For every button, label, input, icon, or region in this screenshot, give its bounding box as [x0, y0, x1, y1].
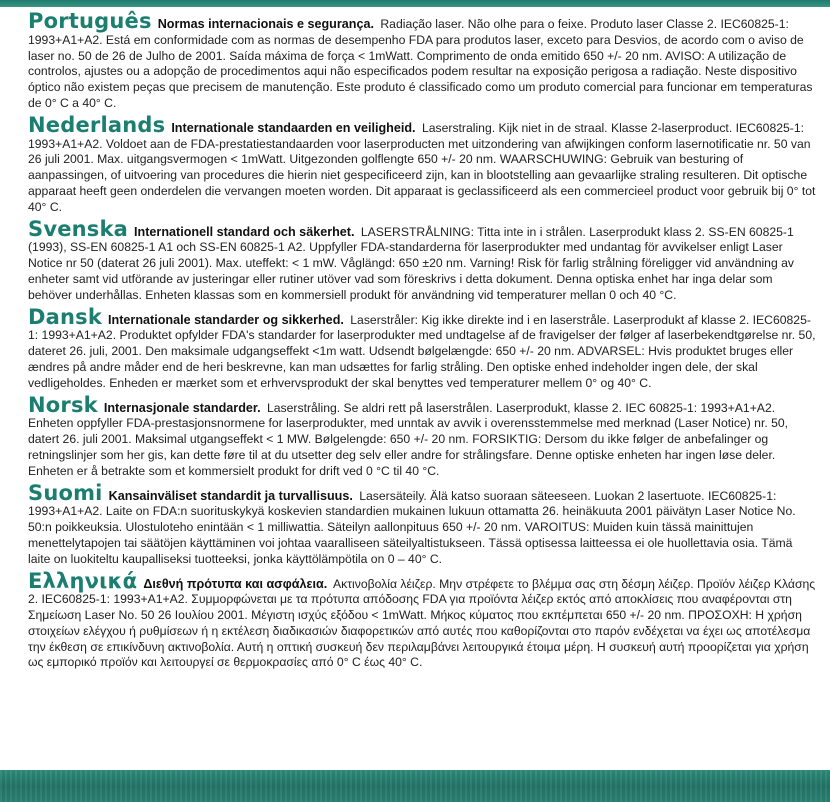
section-heading: Kansainväliset standardit ja turvallisuus.: [108, 488, 353, 503]
section-body: Ακτινοβολία λέιζερ. Μην στρέφετε το βλέμμα σας στη δέσμη λέιζερ. Προϊόν λέιζερ Κλάσης 2. IEC60825-1: 1993+A1+A2. Συμμορφώνεται με τα πρότυπα απόδοσης FDA για προϊόντα λέιζερ εκτός από αποκλίσεις που αναφέρονται στη Σημείωση Laser No. 50 26 Ιουλίου 2001. Μέγιστη ισχύς εξόδου < 1mWatt. Μήκος κύματος που εκπέμπεται 650 +/- 20 nm. ΠΡΟΣΟΧΗ: Η χρήση στοιχείων ελέγχου ή ρυθμίσεων ή η εκτέλεση διαδικασιών διαφορετικών από αυτές που καθορίζονται στο παρόν ενδέχεται να έχει ως αποτέλεσμα την έκθεση σε επικίνδυνη ακτινοβολία. Αυτή η οπτική συσκευή δεν περιλαμβάνει λειτουργικά έτοιμα μέρη. Η συσκευή αυτή προορίζεται για χρήση ως εμπορικό προϊόν και λειτουργεί σε θερμοκρασίες από 0° C έως 40° C.: [28, 576, 816, 670]
section-finnish: [28, 480, 818, 568]
language-title: Norsk: [28, 392, 98, 417]
section-heading: Internasjonale standarder.: [103, 400, 261, 415]
section-body: LASERSTRÅLNING: Titta inte in i strålen. Laserprodukt klass 2. SS-EN 60825-1 (1993), SS-EN 60825-1 A1 och SS-EN 60825-1 A2. Uppfyller FDA-standarderna för laserprodukter med undantag för avvikelser enligt Laser Notice nr 50 (daterat 26 juli 2001). Max. uteffekt: < 1 mW. Våglängd: 650 ±20 nm. Varning! Risk för farlig strålning föreligger vid användning av enheter samt vid utförande av justeringar eller rutiner utöver vad som föreskrivs i detta dokument. Denna optiska enhet har inga delar som behöver underhållas. Enheten klassas som en kommersiell produkt för användning vid temperaturer mellan 0 och 40 °C.: [28, 224, 794, 302]
language-title: Dansk: [28, 304, 103, 329]
bottom-color-band: [0, 770, 830, 802]
section-heading: Internationale standarder og sikkerhed.: [108, 312, 344, 327]
laser-safety-notices: [28, 9, 818, 677]
top-color-bar: [0, 0, 830, 7]
section-portuguese: [28, 9, 818, 112]
language-title: Português: [28, 9, 152, 33]
section-dutch: [28, 112, 818, 216]
section-greek: [28, 568, 818, 672]
section-body: Laserstråling. Se aldri rett på laserstrålen. Laserprodukt, klasse 2. IEC 60825-1: 1993+A1+A2. Enheten oppfyller FDA-prestasjonsnormene for laserprodukter, med unntak av avvik i overensstemmelse med merknad (Laser Notice) nr. 50, datert 26. juli 2001. Maksimal utgangseffekt < 1 MW. Bølgelengde: 650 +/- 20 nm. FORSIKTIG: Dersom du ikke følger de anbefalinger og retningslinjer som her gis, kan dette føre til at du utsetter deg selv eller andre for strålingsfare. Denne optiske enheten har ingen løse deler. Enheten er å betrakte som et kommersielt produkt for drift ved 0 °C til 40 °C.: [28, 400, 789, 478]
section-body: Lasersäteily. Älä katso suoraan säteeseen. Luokan 2 lasertuote. IEC60825-1: 1993+A1+A2. Laite on FDA:n suorituskykyä koskevien standardien mukainen lukuun ottamatta 26. heinäkuuta 2001 päivätyn Laser Notice No. 50:n poikkeuksia. Ulostuloteho enintään < 1 milliwattia. Säteilyn aallonpituus 650 +/- 20 nm. VAROITUS: Muiden kuin tässä mainittujen menettelytapojen tai säätöjen käyttäminen voi johtaa vaaralliseen säteilyaltistukseen. Tässä optisessa laitteessa ei ole huollettavia osia. Tämä laite on luokiteltu kaupalliseksi tuotteeksi, jonka käyttölämpötila on 0 – 40° C.: [28, 488, 796, 566]
section-swedish: [28, 216, 818, 304]
language-title: Svenska: [28, 216, 129, 241]
section-body: Laserstråler: Kig ikke direkte ind i en laserstråle. Laserprodukt af klasse 2. IEC60825-1: 1993+A1+A2. Produktet opfylder FDA's standarder for laserprodukter med undtagelse af de fravigelser der følger af laserbekendtgørelse nr. 50, dateret 26. juli, 2001. Den maksimale udgangseffekt <1m watt. Udsendt bølgelængde: 650 +/- 20 nm. ADVARSEL: Hvis produktet bruges eller ændres på andre måder end de heri beskrevne, kan man udsættes for farlig stråling. Den optiske enhed indeholder ingen dele, der skal vedligeholdes. Enheden er mærket som et erhvervsprodukt der skal benyttes ved temperaturer mellem 0° og 40° C.: [28, 312, 816, 390]
language-title: Nederlands: [28, 112, 166, 137]
section-heading: Internationell standard och säkerhet.: [134, 224, 355, 239]
section-body: Radiação laser. Não olhe para o feixe. Produto laser Classe 2. IEC60825-1: 1993+A1+A2. Está em conformidade com as normas de desempenho FDA para produtos laser, exceto para Desvios, de acordo com o aviso de laser no. 50 de 26 de Julho de 2001. Saída máxima de força < 1mWatt. Comprimento de onda emitido 650 +/- 20 nm. AVISO: A utilização de controlos, ajustes ou a adopção de procedimentos aqui não especificados podem resultar na exposição perigosa a radiação. Neste dispositivo óptico não existem peças que precisem de manutenção. Este produto é classificado como um produto comercial para funcionar em temperaturas de 0° C a 40° C.: [28, 17, 813, 110]
language-title: Ελληνικά: [28, 568, 138, 593]
section-heading: Normas internacionais e segurança.: [157, 17, 374, 31]
section-norwegian: [28, 392, 818, 480]
section-heading: Internationale standaarden en veiligheid.: [171, 120, 416, 135]
section-body: Laserstraling. Kijk niet in de straal. Klasse 2-laserproduct. IEC60825-1: 1993+A1+A2. Voldoet aan de FDA-prestatiestandaarden voor laserproducten met uitzondering van afwijkingen conform lasernotificatie nr. 50 van 26 juli 2001. Max. uitgangsvermogen < 1mWatt. Uitgezonden golflengte 650 +/- 20 nm. WAARSCHUWING: Gebruik van besturing of aanpassingen, of uitvoering van procedures die hierin niet gespecificeerd zijn, kan in blootstelling aan gevaarlijke straling resulteren. Dit optische apparaat heeft geen onderdelen die vervangen moeten worden. Dit apparaat is geclassificeerd als een commercieel product voor gebruik bij 0° tot 40° C.: [28, 120, 816, 214]
section-danish: [28, 304, 818, 392]
section-heading: Διεθνή πρότυπα και ασφάλεια.: [143, 576, 328, 591]
language-title: Suomi: [28, 480, 103, 505]
